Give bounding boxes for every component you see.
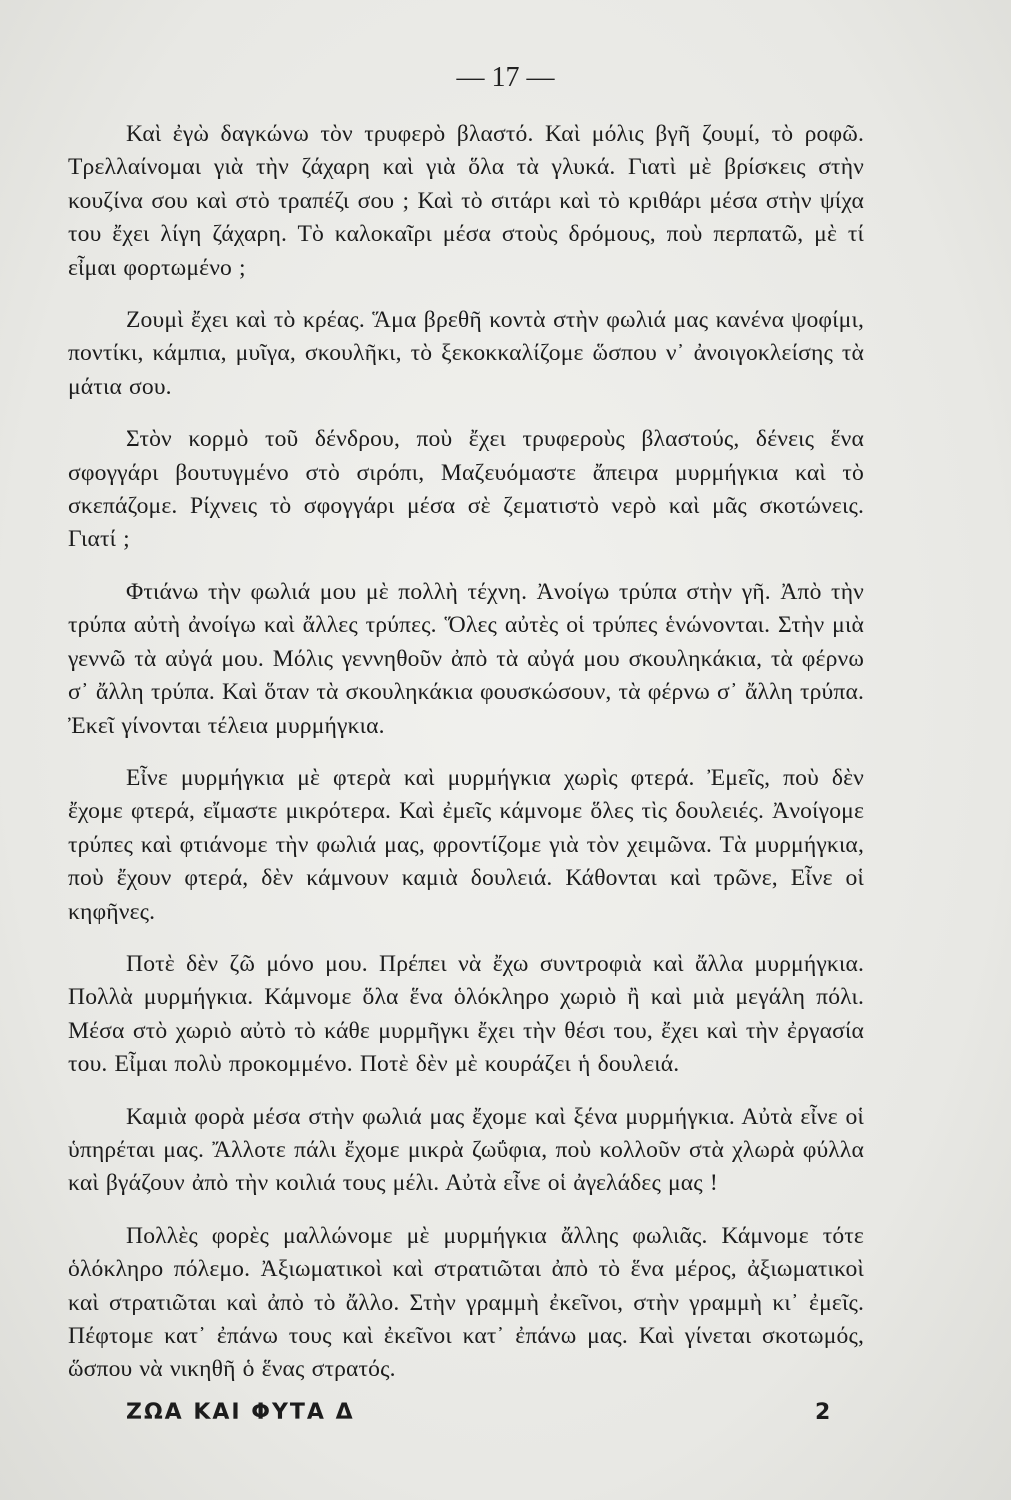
paragraph: Καὶ ἐγὼ δαγκώνω τὸν τρυφερὸ βλαστό. Καὶ μόλις βγῆ ζουμί, τὸ ροφῶ. Τρελλαίνομαι γιὰ τὴν ζάχαρη καὶ γιὰ ὅλα τὰ γλυκά. Γιατὶ μὲ βρίσκεις στὴν κουζίνα σου καὶ στὸ τραπέζι σου ; Καὶ τὸ σιτάρι καὶ τὸ κριθάρι μέσα στὴν ψίχα του ἔχει λίγη ζάχαρη. Τὸ καλοκαῖρι μέσα στοὺς δρόμους, ποὺ περπατῶ, μὲ τί εἶμαι φορτωμένο ;: [68, 121, 864, 281]
paragraph: Ζουμὶ ἔχει καὶ τὸ κρέας. Ἅμα βρεθῆ κοντὰ στὴν φωλιά μας κανένα ψοφίμι, ποντίκι, κάμπια, μυῖγα, σκουλῆκι, τὸ ξεκοκκαλίζομε ὥσπου ν᾽ ἀνοιγοκλείσης τὰ μάτια σου.: [68, 307, 864, 400]
paragraph: Ποτὲ δὲν ζῶ μόνο μου. Πρέπει νὰ ἔχω συντροφιὰ καὶ ἄλλα μυρμήγκια. Πολλὰ μυρμήγκια. Κάμνομε ὅλα ἕνα ὁλόκληρο χωριὸ ἢ καὶ μιὰ μεγάλη πόλι. Μέσα στὸ χωριὸ αὐτὸ τὸ κάθε μυρμῆγκι ἔχει τὴν θέσι του, ἔχει καὶ τὴν ἐργασία του. Εἶμαι πολὺ προκομμένο. Ποτὲ δὲν μὲ κουράζει ἡ δουλειά.: [68, 950, 864, 1078]
paragraph: Πολλὲς φορὲς μαλλώνομε μὲ μυρμήγκια ἄλλης φωλιᾶς. Κάμνομε τότε ὁλόκληρο πόλεμο. Ἀξιωματικοὶ καὶ στρατιῶται ἀπὸ τὸ ἕνα μέρος, ἀξιωματικοὶ καὶ στρατιῶται καὶ ἀπὸ τὸ ἄλλο. Στὴν γραμμὴ ἐκεῖνοι, στὴν γραμμὴ κι᾽ ἐμεῖς. Πέφτομε κατ᾽ ἐπάνω τους καὶ ἐκεῖνοι κατ᾽ ἐπάνω μας. Καὶ γίνεται σκοτωμός, ὥσπου νὰ νικηθῆ ὁ ἕνας στρατός.: [68, 1222, 864, 1383]
paragraph: Φτιάνω τὴν φωλιά μου μὲ πολλὴ τέχνη. Ἀνοίγω τρύπα στὴν γῆ. Ἀπὸ τὴν τρύπα αὐτὴ ἀνοίγω καὶ ἄλλες τρύπες. Ὅλες αὐτὲς οἱ τρύπες ἑνώνονται. Στὴν μιὰ γεννῶ τὰ αὐγά μου. Μόλις γεννηθοῦν ἀπὸ τὰ αὐγά μου σκουληκάκια, τὰ φέρνω σ᾽ ἄλλη τρύπα. Καὶ ὅταν τὰ σκουληκάκια φουσκώσουν, τὰ φέρνω σ᾽ ἄλλη τρύπα. Ἐκεῖ γίνονται τέλεια μυρμήγκια.: [68, 578, 864, 739]
paragraph: Στὸν κορμὸ τοῦ δένδρου, ποὺ ἔχει τρυφεροὺς βλαστούς, δένεις ἕνα σφογγάρι βουτυγμένο στὸ σιρόπι, Μαζευόμαστε ἄπειρα μυρμήγκια καὶ τὸ σκεπάζομε. Ρίχνεις τὸ σφογγάρι μέσα σὲ ζεματιστὸ νερὸ καὶ μᾶς σκοτώνεις. Γιατί ;: [68, 426, 864, 553]
body-text: [68, 118, 864, 1406]
sheet-number: 2: [815, 1400, 831, 1425]
page-footer: [0, 1400, 1011, 1430]
paragraph: Καμιὰ φορὰ μέσα στὴν φωλιά μας ἔχομε καὶ ξένα μυρμήγκια. Αὐτὰ εἶνε οἱ ὑπηρέται μας. Ἄλλοτε πάλι ἔχομε μικρὰ ζωΰφια, ποὺ κολλοῦν στὰ χλωρὰ φύλλα καὶ βγάζουν ἀπὸ τὴν κοιλιά τους μέλι. Αὐτὰ εἶνε οἱ ἀγελάδες μας !: [68, 1103, 864, 1197]
page-number: — 17 —: [456, 62, 555, 93]
printer-signature: ΖΩΑ ΚΑΙ ΦΥΤΑ Δ: [126, 1400, 355, 1425]
paragraph: Εἶνε μυρμήγκια μὲ φτερὰ καὶ μυρμήγκια χωρὶς φτερά. Ἐμεῖς, ποὺ δὲν ἔχομε φτερά, εἴμαστε μικρότερα. Καὶ ἐμεῖς κάμνομε ὅλες τὶς δουλειές. Ἀνοίγομε τρύπες καὶ φτιάνομε τὴν φωλιά μας, φροντίζομε γιὰ τὸν χειμῶνα. Τὰ μυρμήγκια, ποὺ ἔχουν φτερά, δὲν κάμνουν καμιὰ δουλειά. Κάθονται καὶ τρῶνε, Εἶνε οἱ κηφῆνες.: [68, 764, 864, 925]
